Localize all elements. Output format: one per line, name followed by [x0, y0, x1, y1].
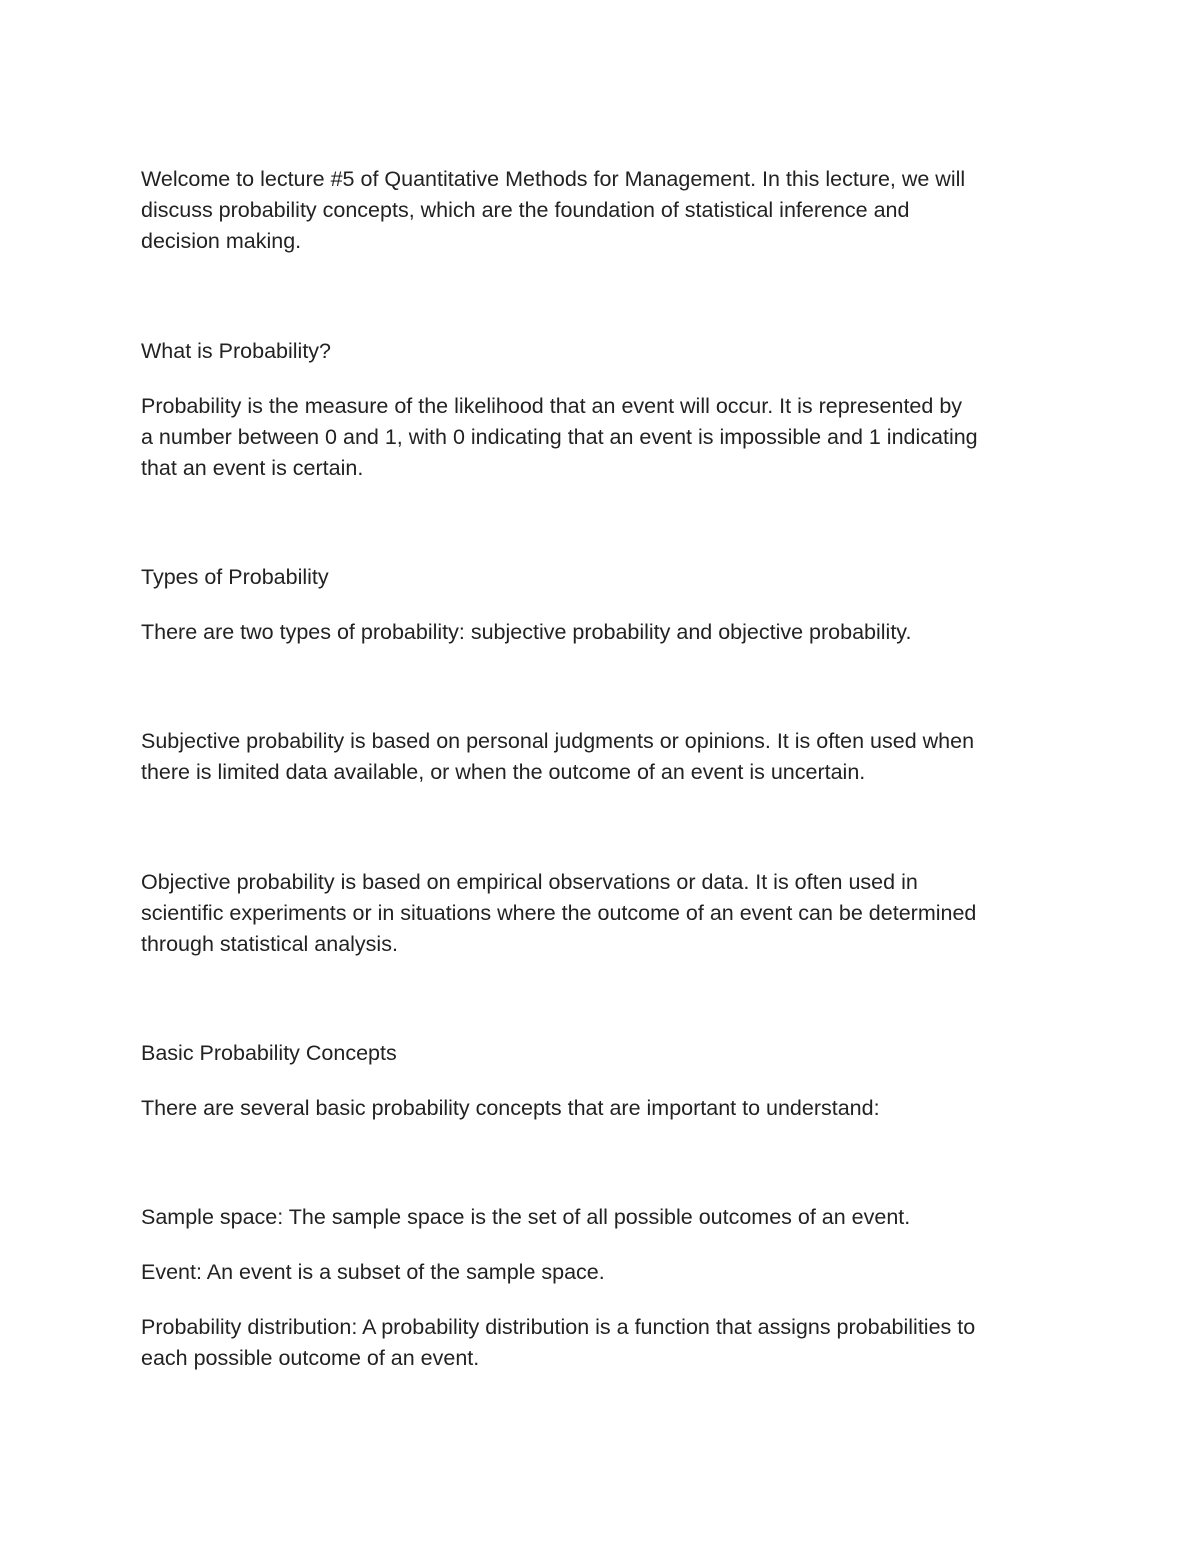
- definition-line-3: that an event is certain.: [141, 456, 364, 480]
- definition-paragraph: [141, 391, 1071, 484]
- objective-paragraph: [141, 867, 1071, 960]
- definition-line-1: Probability is the measure of the likelihood that an event will occur. It is represented by: [141, 394, 963, 418]
- intro-line-1: Welcome to lecture #5 of Quantitative Methods for Management. In this lecture, we will: [141, 167, 966, 191]
- heading-what-is-probability: What is Probability?: [141, 339, 331, 363]
- intro-line-2: discuss probability concepts, which are the foundation of statistical inference and: [141, 198, 910, 222]
- intro-paragraph: [141, 164, 1071, 257]
- distribution-paragraph: [141, 1312, 1071, 1374]
- objective-line-1: Objective probability is based on empirical observations or data. It is often used in: [141, 870, 918, 894]
- types-summary-paragraph: There are two types of probability: subjective probability and objective probability.: [141, 620, 912, 644]
- distribution-line-2: each possible outcome of an event.: [141, 1346, 480, 1370]
- subjective-line-1: Subjective probability is based on personal judgments or opinions. It is often used when: [141, 729, 975, 753]
- event-paragraph: Event: An event is a subset of the sample space.: [141, 1260, 605, 1284]
- basic-intro-paragraph: There are several basic probability concepts that are important to understand:: [141, 1096, 880, 1120]
- heading-types-of-probability: Types of Probability: [141, 565, 329, 589]
- sample-space-paragraph: Sample space: The sample space is the set of all possible outcomes of an event.: [141, 1205, 911, 1229]
- intro-line-3: decision making.: [141, 229, 302, 253]
- objective-line-2: scientific experiments or in situations where the outcome of an event can be determined: [141, 901, 977, 925]
- definition-line-2: a number between 0 and 1, with 0 indicating that an event is impossible and 1 indicating: [141, 425, 978, 449]
- subjective-line-2: there is limited data available, or when the outcome of an event is uncertain.: [141, 760, 866, 784]
- objective-line-3: through statistical analysis.: [141, 932, 398, 956]
- heading-basic-concepts: Basic Probability Concepts: [141, 1041, 397, 1065]
- subjective-paragraph: [141, 726, 1071, 788]
- distribution-line-1: Probability distribution: A probability distribution is a function that assigns probabilities to: [141, 1315, 976, 1339]
